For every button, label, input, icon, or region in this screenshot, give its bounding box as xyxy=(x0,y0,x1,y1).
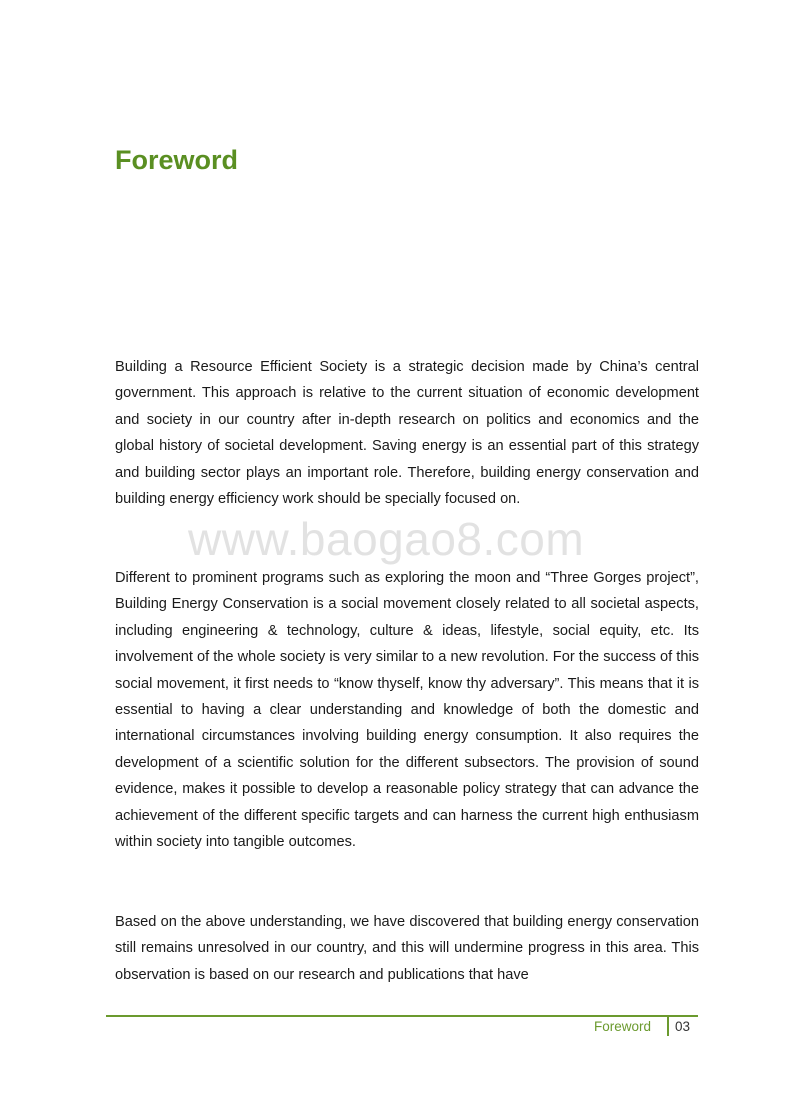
paragraph-3: Based on the above understanding, we have discovered that building energy conservation still remains unresolved in our country, and this will undermine progress in this area. This observation is based on our research and publications that have xyxy=(115,914,699,983)
paragraph-2: Different to prominent programs such as exploring the moon and “Three Gorges project”, Building Energy Conservation is a social movement closely related to all societal aspects, including engineering & technology, culture & ideas, lifestyle, social equity, etc. Its involvement of the whole society is very similar to a new revolution. For the success of this social movement, it first needs to “know thyself, know thy adversary”. This means that it is essential to having a clear understanding and knowledge of both the domestic and international circumstances involving building energy consumption. It also requires the development of a scientific solution for the different subsectors. The provision of sound evidence, makes it possible to develop a reasonable policy strategy that can advance the achievement of the different specific targets and can harness the current high enthusiasm within society into tangible outcomes. xyxy=(115,570,699,851)
footer-section-label: Foreword xyxy=(594,1019,652,1034)
page-title: Foreword xyxy=(115,145,239,175)
watermark: www.baogao8.com xyxy=(188,513,585,565)
paragraph-1: Building a Resource Efficient Society is a strategic decision made by China’s central government. This approach is relative to the current situation of economic development and society in our country after in-depth research on politics and economics and the global history of societal development. Saving energy is an essential part of this strategy and building sector plays an important role. Therefore, building energy conservation and building energy efficiency work should be specially focused on. xyxy=(115,359,699,508)
footer-separator xyxy=(667,1016,669,1036)
page-number: 03 xyxy=(675,1019,691,1034)
footer-divider xyxy=(106,1015,698,1017)
